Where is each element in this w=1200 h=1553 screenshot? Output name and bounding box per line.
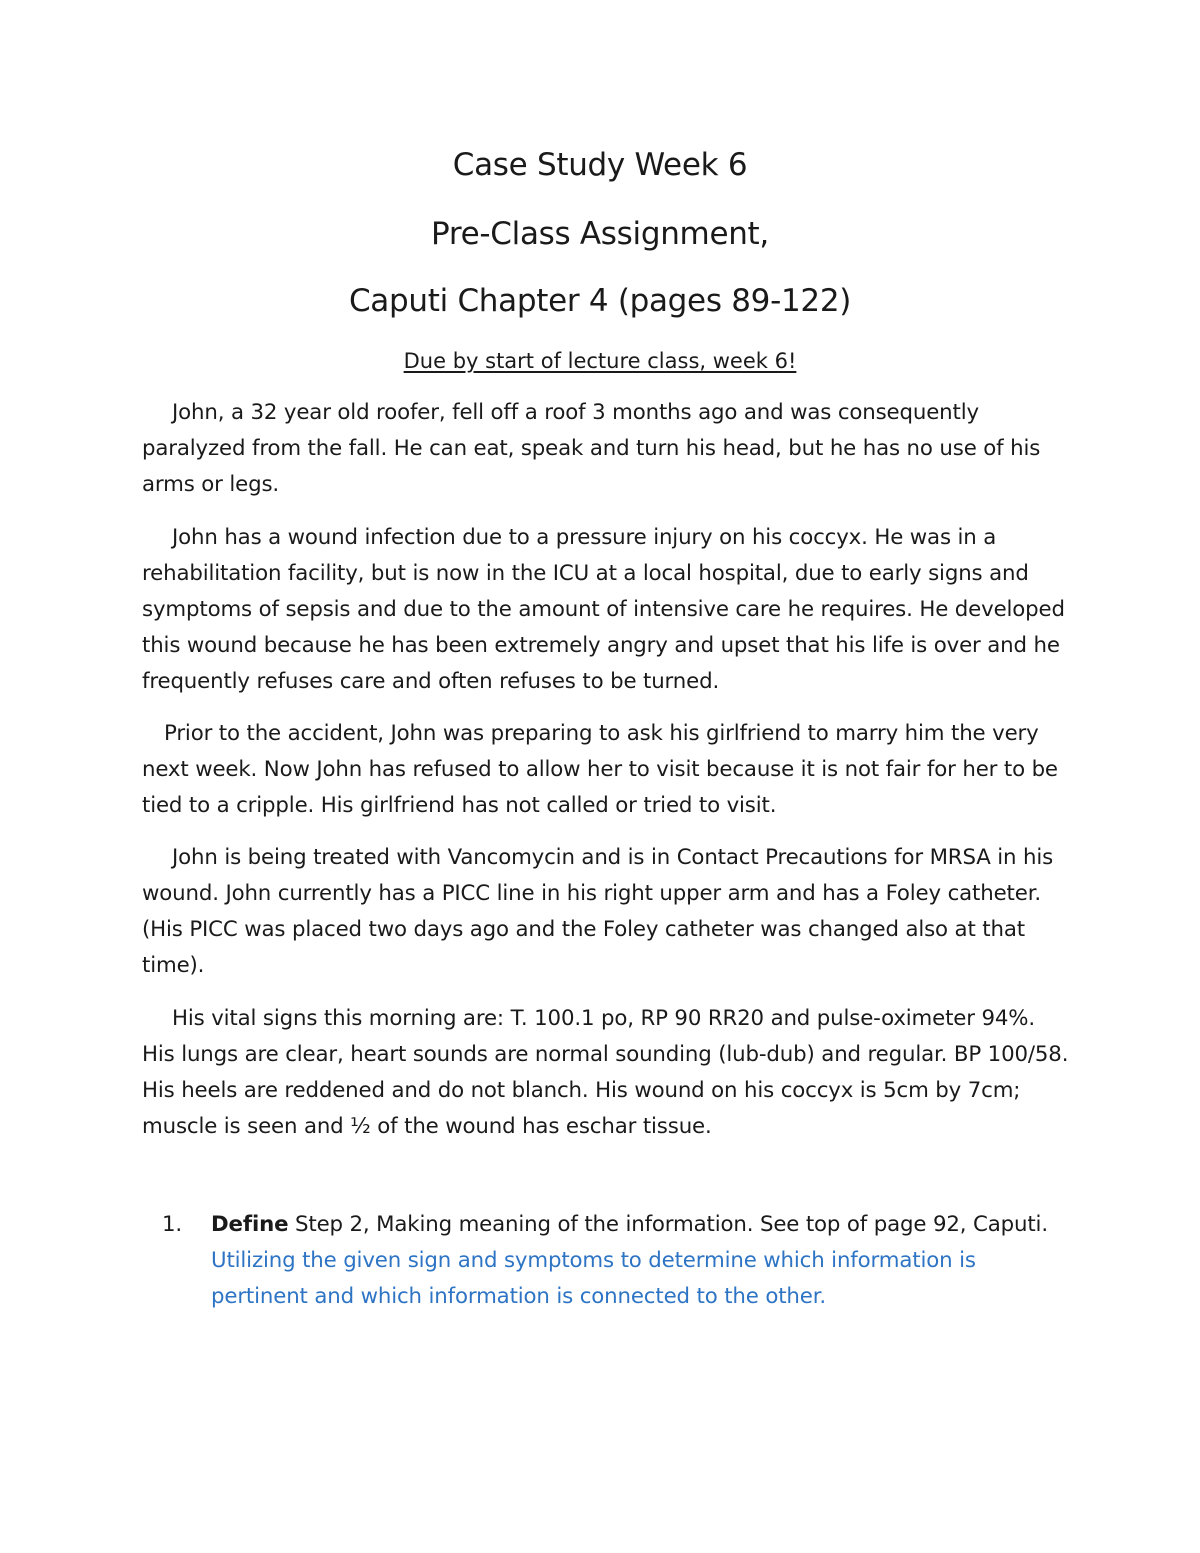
title-line-1: Case Study Week 6: [452, 147, 748, 183]
question-body: [211, 1207, 1071, 1315]
paragraph-4: John is being treated with Vancomycin and is in Contact Precautions for MRSA in his wound. John currently has a PICC line in his right upper arm and has a Foley catheter. (His PICC was placed two days ago and the Foley catheter was changed also at that time).: [142, 845, 1054, 978]
paragraph-5: His vital signs this morning are: T. 100.1 po, RP 90 RR20 and pulse-oximeter 94%. His lungs are clear, heart sounds are normal sounding (lub-dub) and regular. BP 100/58. His heels are reddened and do not blanch. His wound on his coccyx is 5cm by 7cm; muscle is seen and ½ of the wound has eschar tissue.: [142, 1006, 1069, 1139]
paragraph-3: Prior to the accident, John was preparing to ask his girlfriend to marry him the very next week. Now John has refused to allow her to visit because it is not fair for her to be tied to a cripple. His girlfriend has not called or tried to visit.: [142, 721, 1058, 818]
answer-text: Utilizing the given sign and symptoms to determine which information is pertinent and which information is connected to the other.: [211, 1248, 976, 1309]
due-notice: Due by start of lecture class, week 6!: [403, 349, 797, 373]
paragraph-2: John has a wound infection due to a pressure injury on his coccyx. He was in a rehabilitation facility, but is now in the ICU at a local hospital, due to early signs and symptoms of sepsis and due to the amount of intensive care he requires. He developed this wound because he has been extremely angry and upset that his life is over and he frequently refuses care and often refuses to be turned.: [142, 525, 1065, 694]
question-number: 1.: [162, 1212, 183, 1237]
title-line-3: Caputi Chapter 4 (pages 89-122): [348, 283, 852, 319]
title-line-2: Pre-Class Assignment,: [431, 216, 769, 252]
paragraph-1: John, a 32 year old roofer, fell off a roof 3 months ago and was consequently paralyzed from the fall. He can eat, speak and turn his head, but he has no use of his arms or legs.: [142, 400, 1041, 497]
question-term: Define: [211, 1212, 289, 1237]
question-prompt: Step 2, Making meaning of the information. See top of page 92, Caputi.: [288, 1212, 1048, 1237]
